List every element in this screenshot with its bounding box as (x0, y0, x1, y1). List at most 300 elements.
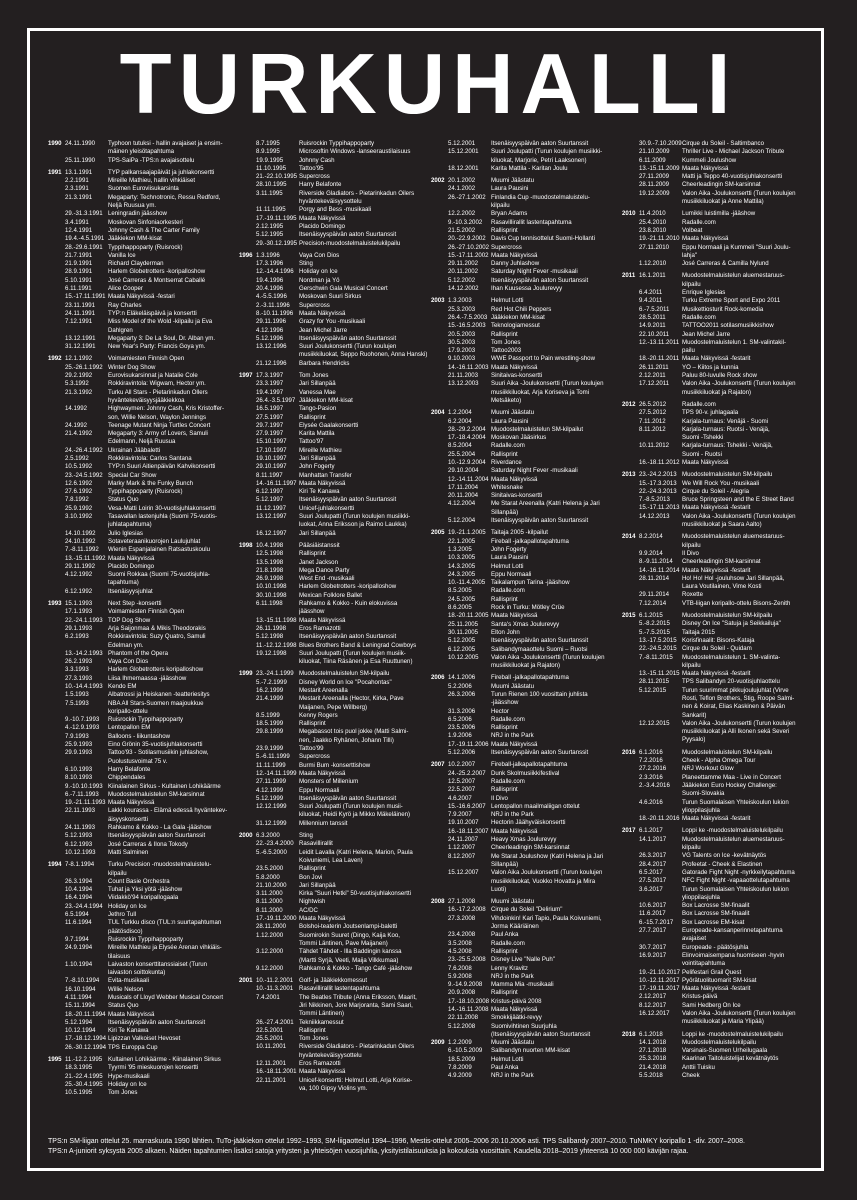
event-row (622, 322, 812, 330)
event-row (239, 414, 435, 422)
event-name: Millennium tanssit (299, 819, 348, 827)
event-name: ylioppilasjuhla (682, 806, 720, 814)
event-name: Hector (491, 707, 509, 715)
event-name: Ruisrockin Typpihappoparty (299, 140, 375, 147)
event-row (48, 1056, 244, 1064)
event-row (239, 1002, 435, 1010)
event-row (48, 741, 244, 749)
event-name: Rahkamo & Kokko - Tango Café -jääshow (299, 964, 413, 972)
event-row (431, 252, 627, 260)
event-date: 6.2.2004 (448, 417, 472, 425)
event-row (239, 472, 435, 480)
event-row (622, 765, 812, 773)
event-row (431, 355, 627, 363)
event-row (239, 679, 435, 687)
event-name: Sotaveteraanikuorojen Laulujuhlat (108, 537, 201, 545)
event-date: 24.-25.2.2007 (448, 769, 486, 777)
event-row (431, 931, 627, 939)
event-row (622, 558, 812, 566)
event-name: NRJ in the Park (491, 811, 534, 819)
event-row (431, 923, 627, 931)
event-row (239, 380, 435, 388)
event-row (431, 210, 627, 218)
event-row (48, 140, 244, 148)
event-row (48, 389, 244, 397)
event-date: 14.1.2017 (639, 835, 667, 843)
footnote-line: TPS:n SM-liigan ottelut 25. marraskuuta 1990 lähtien. TuTo-jääkiekon ottelut 1992–1993, SM-liigaottelut 1994–1996, Mestis-ottelut 2005–2006 20.10.2006 asti. TPS Salibandy 2007–2010. TuNMKY koripallo 1 -div. 2007–2008. (48, 1138, 745, 1145)
event-date: 21.3.1991 (65, 193, 93, 201)
event-date: 9.-10.7.1993 (65, 716, 100, 724)
event-row (239, 505, 435, 513)
event-row (622, 993, 812, 1001)
event-name: Vihdoinkin! Kari Tapio, Paula Koivuniemi, (491, 914, 602, 922)
event-name: Kendo EM (108, 683, 137, 690)
event-row (48, 716, 244, 724)
event-name: Hype-musikaali (108, 1072, 150, 1080)
event-name: Grazy for You -musikaali (299, 318, 366, 326)
event-date: 24.5.2005 (448, 595, 476, 603)
event-row (239, 438, 435, 446)
event-name: Unicef-konsertti: Helmut Lotti, Arja Korise- (299, 1076, 413, 1084)
event-row (239, 977, 435, 985)
event-row (431, 476, 627, 484)
event-date: 1.12.2010 (639, 260, 667, 268)
event-name: Itsenäisyyspäivän aaton Suurtanssit (491, 276, 589, 284)
event-row (48, 571, 244, 579)
event-name: Pelifestari Grail Quest (682, 968, 742, 976)
event-date: 23.11.1991 (65, 301, 96, 309)
event-name: Balloons - liikuntashow (108, 732, 170, 740)
event-row (622, 219, 812, 227)
event-year: 2012 (622, 400, 636, 408)
event-year: 1998 (239, 541, 253, 549)
event-row (622, 347, 812, 355)
event-year: 2000 (239, 832, 253, 840)
event-name: Supercross (299, 753, 330, 761)
event-row (48, 148, 244, 156)
event-name: Tasavallan lastenjuhla (Suomi 75-vuotis- (108, 513, 218, 521)
event-date: 11.6.2017 (639, 910, 666, 918)
event-date: 29.10.1997 (256, 463, 287, 471)
event-name: Suomi-Slovakia (682, 790, 725, 798)
event-name: Porgy and Bess -musikaali (299, 206, 372, 214)
event-name: Salibandymaaottelu Suomi – Ruotsi (491, 645, 588, 653)
event-date: 24.9.1994 (65, 944, 93, 952)
event-row (239, 840, 435, 848)
event-date: 13.-15.11.2015 (639, 670, 680, 678)
event-date: 20.11.2002 (448, 268, 479, 276)
event-date: 28.5.2011 (639, 313, 666, 321)
event-name: Chippendales (108, 774, 146, 782)
event-date: 12.5.1998 (256, 550, 284, 558)
event-name: Sting (299, 832, 313, 840)
event-row (622, 198, 812, 206)
event-row (622, 774, 812, 782)
event-date: 27.5.2012 (639, 409, 667, 417)
event-row (48, 438, 244, 446)
event-date: 11.-12.2.1995 (65, 1056, 103, 1064)
event-row (239, 592, 435, 600)
event-row (622, 504, 812, 512)
event-date: 19.12.2009 (639, 189, 670, 197)
event-row (431, 260, 627, 268)
event-row (431, 940, 627, 948)
event-name: Cheerleadingin SM-karsinnat (682, 181, 761, 189)
event-date: 23.9.1999 (256, 745, 284, 753)
event-timeline (48, 140, 812, 1132)
event-row (431, 529, 627, 537)
event-date: 10.-14.4.1993 (65, 683, 103, 690)
event-year: 2010 (622, 210, 636, 218)
event-date: 5.10.1991 (65, 276, 93, 284)
event-date: 24.1.2002 (448, 185, 476, 193)
event-name: kilpailu (108, 869, 127, 877)
event-row (622, 496, 812, 504)
event-row (622, 678, 812, 686)
event-year: 1996 (239, 251, 253, 259)
event-row (622, 173, 812, 181)
event-date: 12.-14.4.1996 (256, 268, 294, 276)
event-date: 10.4.1994 (65, 886, 93, 894)
event-name: Moskovan Jääsirkus (491, 434, 547, 442)
event-row (239, 198, 435, 206)
event-name: juhlatapahtuma) (108, 521, 152, 529)
event-name: NRJ in the Park (491, 1072, 534, 1080)
event-name: Lipizzan Valkoiset Hevoset (108, 1035, 181, 1043)
event-date: 24.11.2007 (448, 836, 479, 844)
event-name: Maata Näkyvissä (682, 164, 729, 172)
event-name: Voimamiesten Finnish Open (108, 608, 185, 616)
event-date: 21.4.1992 (65, 430, 93, 438)
event-name: Maata Näkyvissä (108, 799, 155, 807)
event-name: Suuri Joulupatti (Turun koulujen musiik- (299, 649, 406, 657)
event-row (431, 761, 627, 769)
event-date: 16.5.1997 (256, 405, 284, 413)
event-name: Bryan Adams (491, 210, 528, 218)
event-row (431, 426, 627, 434)
event-name: Maata Näkyvissä (491, 612, 538, 620)
event-row (431, 637, 627, 645)
event-date: 19.12.1998 (256, 649, 287, 657)
event-date: 26.-27.4.2001 (256, 1018, 294, 1026)
event-name: Muodostelmaluistelun SM-karsinnat (108, 790, 205, 798)
event-row (239, 778, 435, 786)
event-name: Smokkijäätki-revyy (491, 1014, 542, 1022)
event-name: Moskovan Suuri Sirkus (299, 293, 362, 301)
event-date: 6.-15.7.2017 (639, 918, 674, 926)
event-row (48, 807, 244, 815)
event-row (48, 579, 244, 587)
event-date: 25.-30.4.1995 (65, 1080, 103, 1088)
event-row (48, 766, 244, 774)
event-date: 13.12.1991 (65, 334, 96, 342)
event-row (48, 169, 244, 177)
event-row (622, 902, 812, 910)
event-date: 7.9.1993 (65, 732, 89, 740)
event-date: 4.-5.5.1996 (256, 293, 287, 301)
event-row (239, 310, 435, 318)
event-name: Karjala-turnaus: Venäjä - Suomi (682, 417, 769, 425)
event-date: 22.11.2001 (256, 1076, 287, 1084)
event-date: 14.10.1992 (65, 529, 96, 537)
event-row (622, 451, 812, 459)
event-date: 12.2.2002 (448, 210, 476, 218)
event-date: 26.9.1998 (256, 575, 284, 583)
event-row (48, 675, 244, 683)
event-name: José Carreras & Camilla Nylund (682, 260, 769, 268)
event-name: Tom Jones (491, 338, 521, 346)
event-row (48, 683, 244, 691)
event-row (431, 948, 627, 956)
event-date: 9.-10.3.2002 (448, 218, 483, 226)
event-name: Vaya Con Dios (299, 251, 340, 259)
event-name: Radalle.com (682, 218, 716, 226)
event-date: 28.11.2014 (639, 574, 670, 582)
event-row (622, 852, 812, 860)
event-date: 17.12.2011 (639, 380, 670, 388)
event-row (622, 894, 812, 902)
event-date: 11.10.1995 (256, 164, 287, 172)
event-name: Musicals of Lloyd Webber Musical Concert (108, 993, 224, 1001)
event-date: 25.-26.1.1992 (65, 363, 103, 371)
event-row (239, 318, 435, 326)
event-row (622, 148, 812, 156)
event-row (431, 724, 627, 732)
event-name: Bruce Springsteen and the E Street Band (682, 496, 794, 504)
event-row (48, 816, 244, 824)
event-name: Viidakkö'94 koripallogaala (108, 894, 179, 902)
event-name: Rallisprint (491, 595, 518, 603)
event-name: Leningradin jäässhow (108, 210, 167, 218)
event-row (622, 877, 812, 885)
event-name: kilpailu (682, 661, 701, 669)
event-name: Maata Näkyvissä (491, 827, 538, 835)
event-row (431, 604, 627, 612)
event-name: Maata Näkyvissä (108, 554, 155, 562)
event-row (48, 555, 244, 563)
event-row (622, 513, 812, 521)
event-name: Kirka "Suuri Hetki" 50-vuotisjuhlakonsertti (299, 890, 412, 898)
event-date: 6.12.1992 (65, 587, 93, 595)
event-row (431, 596, 627, 604)
event-year: 2009 (431, 1039, 445, 1047)
event-date: 8.5.2005 (448, 587, 472, 595)
event-name: West End -musikaali (299, 575, 355, 583)
event-date: 12.-14.11.1999 (256, 769, 297, 777)
event-name: Rallisprint (299, 550, 326, 558)
event-date: 11.6.1994 (65, 919, 92, 927)
event-date: 16.-17.2.2008 (448, 906, 486, 914)
event-date: 13.12.1996 (256, 343, 287, 351)
event-date: 11.-12.12.1998 (256, 641, 297, 649)
event-name: Neljä Ruusua ym. (108, 202, 157, 210)
event-date: 4.5.2008 (448, 947, 472, 955)
event-name: Riverdance (491, 458, 522, 466)
event-date: 13.-15.11.1992 (65, 554, 106, 562)
event-name: Maata Näkyvissä -festarit (682, 815, 751, 823)
event-name: Cheerleadingin SM-karsinnat (491, 844, 570, 852)
event-row (431, 828, 627, 836)
event-date: 29.10.2004 (448, 467, 479, 475)
event-row (48, 1002, 244, 1010)
event-row (431, 915, 627, 923)
event-date: 18.3.1995 (65, 1064, 93, 1072)
event-row (239, 463, 435, 471)
event-date: 3.11.1995 (256, 189, 283, 197)
event-date: 16.1.2011 (639, 272, 666, 280)
event-year: 1999 (239, 670, 253, 678)
event-name: Manhattan Transfer (299, 471, 352, 479)
event-date: 6.11.1998 (256, 600, 283, 608)
event-name: Maata Näkyvissä (299, 309, 346, 317)
event-date: 15.10.1997 (256, 438, 287, 446)
event-row (239, 140, 435, 148)
event-name: Rallisprint (299, 1026, 326, 1034)
event-row (48, 530, 244, 538)
event-row (239, 1085, 435, 1093)
event-row (622, 434, 812, 442)
event-row (622, 935, 812, 943)
event-name: Leidit Lavalla (Katri Helena, Marion, Paula (299, 848, 413, 856)
event-row (48, 260, 244, 268)
event-date: 26.-27.1.2002 (448, 193, 486, 201)
event-date: 23.3.1997 (256, 380, 284, 388)
event-row (431, 708, 627, 716)
event-name: Muodostelmaluistelun SM-kilpailu (299, 670, 390, 678)
event-row (431, 235, 627, 243)
event-row (431, 716, 627, 724)
event-row (48, 244, 244, 252)
event-name: Rokkiravintola: Suzy Quatro, Samuli (108, 633, 206, 641)
event-row (239, 633, 435, 641)
event-row (431, 1047, 627, 1055)
event-row (239, 559, 435, 567)
event-row (48, 919, 244, 927)
event-name: Rallisprint (299, 720, 326, 728)
event-date: 3.4.1991 (65, 218, 89, 226)
event-name: Holiday on Ice (299, 268, 338, 276)
event-name: Albatrossi ja Heiskanen -teatteriesitys (108, 691, 210, 699)
event-name: Rallisprint (491, 989, 518, 997)
event-row (48, 219, 244, 227)
event-name: Cirque du Soleil "Delirium" (491, 906, 563, 914)
event-date: 6.3.2000 (256, 832, 280, 840)
event-name: Taikalampun Tarina -jääshow (491, 579, 570, 587)
event-name: Karita Mattila - Karitan Joulu (491, 164, 568, 172)
event-row (622, 140, 812, 148)
event-name: Suomivihtinen Suurjuhla (491, 1022, 557, 1030)
event-row (239, 857, 435, 865)
event-date: 2.12.1995 (256, 222, 284, 230)
event-name: Thriller Live - Michael Jackson Tribute (682, 148, 785, 156)
event-name: Lentopallon maailmaliigan ottelut (491, 802, 580, 810)
event-date: 9.-14.9.2008 (448, 981, 483, 989)
event-row (622, 252, 812, 260)
event-name: Turun Rienen 100 vuosittain juhlista (491, 691, 588, 698)
event-date: 14.-16.11.2008 (448, 1005, 489, 1013)
event-row (48, 285, 244, 293)
event-row (48, 724, 244, 732)
event-row (48, 633, 244, 641)
event-row (48, 953, 244, 961)
event-date: 18.-20.11.2005 (448, 612, 489, 620)
event-date: 5.12.1994 (65, 1018, 93, 1026)
event-name: Richard Clayderman (108, 260, 164, 268)
event-name: Supercross (299, 173, 330, 181)
event-row (431, 202, 627, 210)
event-name: Maata Näkyvissä (299, 214, 346, 222)
event-row (622, 1055, 812, 1063)
event-date: 16.12.2017 (639, 1009, 670, 1017)
event-row (239, 360, 435, 368)
event-name: Kristus-päivä (682, 993, 718, 1001)
event-name: äisyyskonsertti (108, 815, 148, 823)
event-date: 15.1.1993 (65, 600, 93, 608)
event-row (239, 567, 435, 575)
event-name: John Fogerty (299, 463, 335, 471)
event-date: 10.6.2017 (639, 902, 667, 910)
event-name: Miss Model of the Wold -kilpailu ja Eva (108, 318, 213, 326)
event-date: 31.3.2006 (448, 707, 476, 715)
event-name: Cheek (682, 1072, 700, 1080)
event-row (239, 737, 435, 745)
event-name: Rasavillirallit (299, 840, 333, 848)
event-row (622, 600, 812, 608)
event-name: musiikkiluokat, Arja Koriseva ja Tomi (491, 388, 590, 396)
event-row (48, 783, 244, 791)
event-row (622, 782, 812, 790)
event-date: 12.12.2015 (639, 719, 670, 727)
event-name: Johnny Cash (299, 156, 335, 164)
event-row (239, 530, 435, 538)
event-row (48, 235, 244, 243)
event-date: 8.11.2000 (256, 898, 283, 906)
event-name: Cirque du Soleil - Quidam (682, 645, 752, 653)
event-date: 1.9.2006 (448, 732, 472, 740)
event-name: kiluokat, Marjorie, Petri Laaksonen) (491, 156, 587, 164)
event-row (48, 608, 244, 616)
event-date: 1.12.2000 (256, 931, 284, 939)
event-date: 10.3.2005 (448, 554, 476, 562)
event-row (48, 733, 244, 741)
event-row (622, 480, 812, 488)
event-date: 10.10.1998 (256, 583, 287, 591)
event-date: 21.4.1999 (256, 695, 284, 703)
event-name: Maata Näkyvissä -festari (108, 293, 175, 301)
event-row (431, 459, 627, 467)
event-date: 22.11.2008 (448, 1014, 479, 1022)
event-row (48, 414, 244, 422)
event-date: 19.10.1997 (256, 454, 287, 462)
event-row (239, 882, 435, 890)
event-name: hyväntekeväisyysottelu (299, 198, 362, 206)
event-name: Rallisprint (491, 330, 518, 338)
event-name: Itsenäisyyspäivän aaton Suurtanssit (491, 637, 589, 645)
event-name: Rallisprint (491, 724, 518, 732)
event-date: 7.11.2012 (639, 417, 666, 425)
event-name: Disney World on Ice "Pocahontas" (299, 678, 392, 686)
event-row (622, 969, 812, 977)
event-row (239, 206, 435, 214)
event-date: 29.9.1993 (65, 749, 93, 757)
event-name: Gatorade Fight Night -nyrkkeilytapahtuma (682, 868, 795, 876)
event-row (48, 372, 244, 380)
event-name: Davis Cup tennisottelut Suomi-Hollanti (491, 235, 595, 243)
event-name: Ray Charles (108, 301, 142, 309)
event-row (431, 219, 627, 227)
event-name: Kultainen Lohikäärme - Kiinalainen Sirkus (108, 1056, 221, 1064)
event-name: musiikkiluokat ja Saara Aalto) (682, 521, 762, 529)
